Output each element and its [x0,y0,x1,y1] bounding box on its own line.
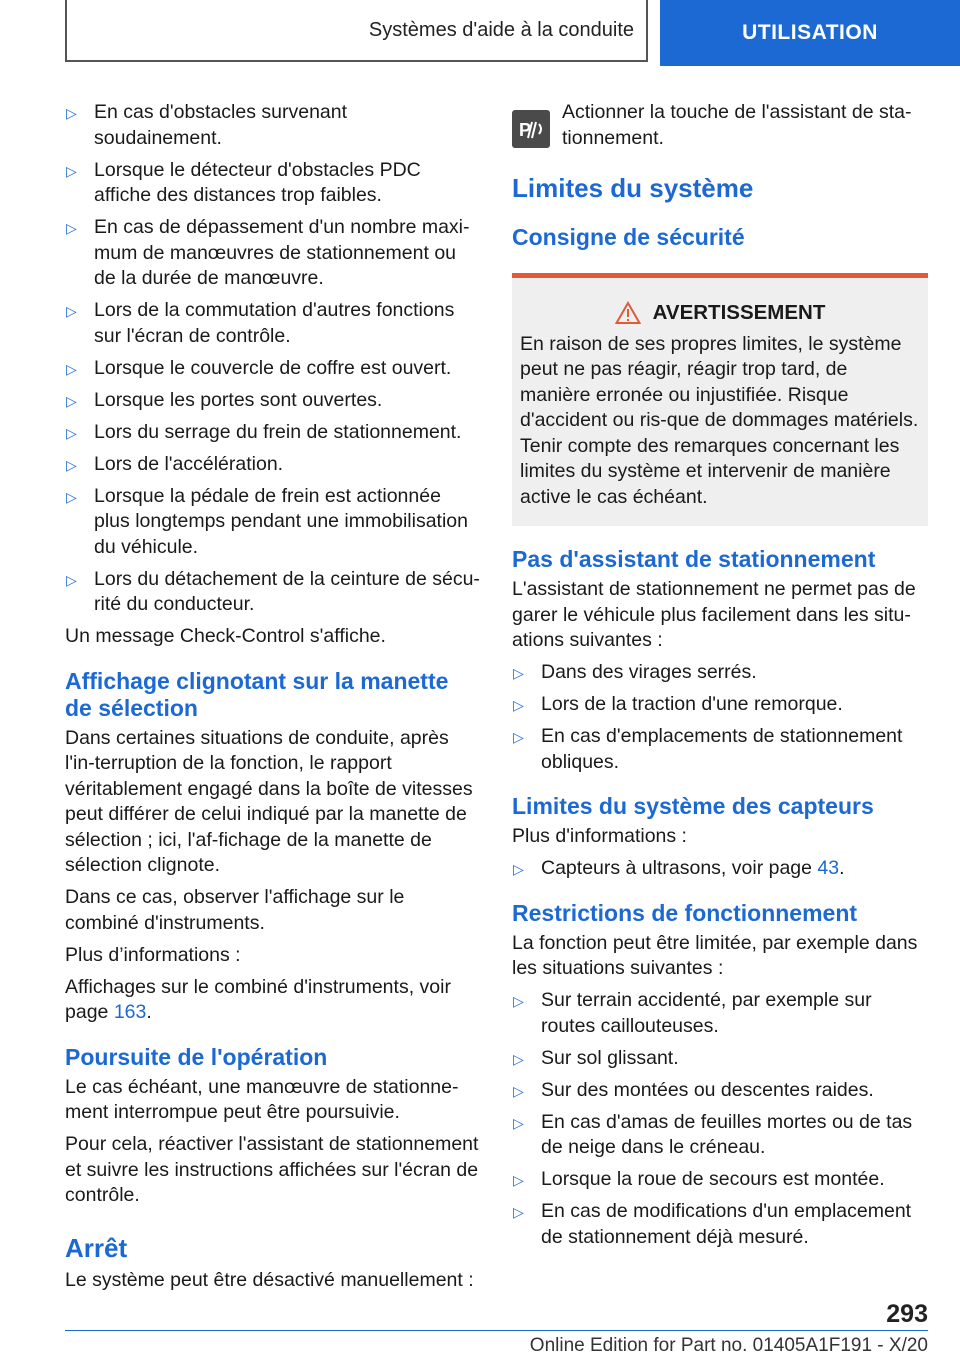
triangle-bullet-icon: ▷ [513,697,524,713]
list-item: ▷ Lorsque la roue de secours est montée. [512,1167,928,1193]
paragraph: L'assistant de stationnement ne permet pas de garer le véhicule plus facilement dans les situ-ations suivantes : [512,578,916,651]
triangle-bullet-icon: ▷ [66,303,77,319]
paragraph: Plus d'informations : [512,825,687,847]
heading-affichage: Affichage clignotant sur la manette de sélection [65,667,449,721]
pas-bullet-list [512,660,928,775]
list-item: ▷ En cas d'obstacles survenant soudainement. [66,101,348,149]
reference-paragraph: Affichages sur le combiné d'instruments, voir page 163. [65,975,451,1023]
header-section-box [65,0,648,62]
paragraph: Dans ce cas, observer l'affichage sur le combiné d'instruments. [65,886,405,934]
list-item: ▷ Dans des virages serrés. [512,660,928,686]
triangle-bullet-icon: ▷ [66,392,77,409]
edition-text: Online Edition for Part no. 01405A1F191 - X/20 [529,1335,928,1356]
triangle-bullet-icon: ▷ [513,993,524,1009]
header-tab-utilisation [660,0,960,66]
left-bullet-list [65,100,480,618]
list-item: ▷ Sur sol glissant. [512,1046,928,1072]
list-item: ▷ Lors de la traction d'une remorque. [512,692,928,718]
triangle-bullet-icon: ▷ [513,665,524,681]
triangle-bullet-icon: ▷ [513,1114,524,1131]
paragraph: Le système peut être désactivé manuellement : [65,1268,474,1291]
list-item: ▷ Lorsque les portes sont ouvertes. [65,388,480,414]
svg-text:P: P [519,120,532,140]
list-item: ▷ Lors de l'accélération. [65,452,480,478]
heading-capteurs: Limites du système des capteurs [512,793,874,819]
warning-title: AVERTISSEMENT [520,300,920,326]
action-text: Actionner la touche de l'assistant de sta-tionnement. [562,101,912,149]
triangle-bullet-icon: ▷ [513,861,524,877]
paragraph: Dans certaines situations de conduite, après l'in-terruption de la fonction, le rapport véritablement engagé dans la boîte de vitesses peut différer de celui indiqué par la manette de sélection ; ici, l'af-fichage de la manette de sélection clignote. [65,726,473,876]
triangle-bullet-icon: ▷ [66,105,77,121]
page-link-43[interactable]: 43 [817,857,840,879]
triangle-bullet-icon: ▷ [513,1204,524,1220]
heading-limites: Limites du système [512,173,754,203]
header-tab-label: UTILISATION [742,21,878,44]
list-item: ▷ Sur terrain accidenté, par exemple sur routes caillouteuses. [513,989,872,1037]
triangle-bullet-icon: ▷ [66,220,77,236]
list-item: ▷ Lorsque le couvercle de coffre est ouvert. [65,356,480,382]
right-column [512,100,928,1257]
triangle-bullet-icon: ▷ [66,456,77,473]
list-item: ▷ Capteurs à ultrasons, voir page 43. [512,856,928,882]
list-item: ▷ Sur des montées ou descentes raides. [512,1078,928,1104]
warning-triangle-icon [615,301,641,325]
warning-text: En raison de ses propres limites, le système peut ne pas réagir, réagir trop tard, de manière erronée ou injustifiée. Risque d'accident ou ris-que de dommages matériels. Tenir compte des remarques concernant les limites du système et intervenir de manière active le cas échéant. [520,332,919,508]
parking-assistant-button-icon [512,110,550,148]
warning-box [512,273,928,526]
paragraph: Pour cela, réactiver l'assistant de stationnement et suivre les instructions affichées sur l'écran de contrôle. [65,1133,479,1206]
list-item: ▷ En cas d'emplacements de stationnement obliques. [513,725,903,773]
heading-restrictions: Restrictions de fonctionnement [512,899,858,926]
capteurs-bullet-list [512,856,928,882]
list-item: ▷ Lors de la commutation d'autres fonctions sur l'écran de contrôle. [66,299,455,347]
list-item: ▷ Lorsque le détecteur d'obstacles PDC affiche des distances trop faibles. [66,158,421,206]
heading-poursuite: Poursuite de l'opération [65,1043,328,1070]
footer-divider [65,1330,928,1331]
list-item: ▷ Lorsque la pédale de frein est actionnée plus longtemps pendant une immobilisation du véhicule. [66,484,468,558]
action-row [512,100,928,151]
page-number: 293 [886,1300,928,1328]
heading-pas-assistant: Pas d'assistant de stationnement [512,546,876,572]
triangle-bullet-icon: ▷ [513,1172,524,1188]
triangle-bullet-icon: ▷ [66,360,77,377]
restrictions-bullet-list [512,988,928,1250]
header-section-title: Systèmes d'aide à la conduite [368,18,634,41]
list-item: ▷ Lors du détachement de la ceinture de sécu-rité du conducteur. [66,567,480,615]
triangle-bullet-icon: ▷ [66,424,77,441]
left-column [65,100,480,1300]
heading-arret: Arrêt [65,1232,128,1263]
page-link-163[interactable]: 163 [113,1001,147,1023]
paragraph: La fonction peut être limitée, par exemple dans les situations suivantes : [512,931,918,979]
paragraph: Le cas échéant, une manœuvre de stationne-ment interrompue peut être poursuivie. [65,1075,459,1123]
triangle-bullet-icon: ▷ [513,1050,524,1067]
heading-consigne: Consigne de sécurité [512,224,745,250]
check-control-message: Un message Check-Control s'affiche. [65,625,386,647]
triangle-bullet-icon: ▷ [513,729,524,745]
list-item: ▷ En cas de dépassement d'un nombre maxi-mum de manœuvres de stationnement ou de la durée de manœuvre. [66,216,470,289]
triangle-bullet-icon: ▷ [66,571,77,588]
triangle-bullet-icon: ▷ [66,162,77,179]
list-item: ▷ En cas de modifications d'un emplacement de stationnement déjà mesuré. [513,1200,912,1248]
paragraph: Plus d’informations : [65,943,241,966]
triangle-bullet-icon: ▷ [66,488,77,505]
list-item: ▷ En cas d'amas de feuilles mortes ou de tas de neige dans le créneau. [513,1110,913,1158]
triangle-bullet-icon: ▷ [513,1082,524,1099]
list-item: ▷ Lors du serrage du frein de stationnement. [65,420,480,446]
